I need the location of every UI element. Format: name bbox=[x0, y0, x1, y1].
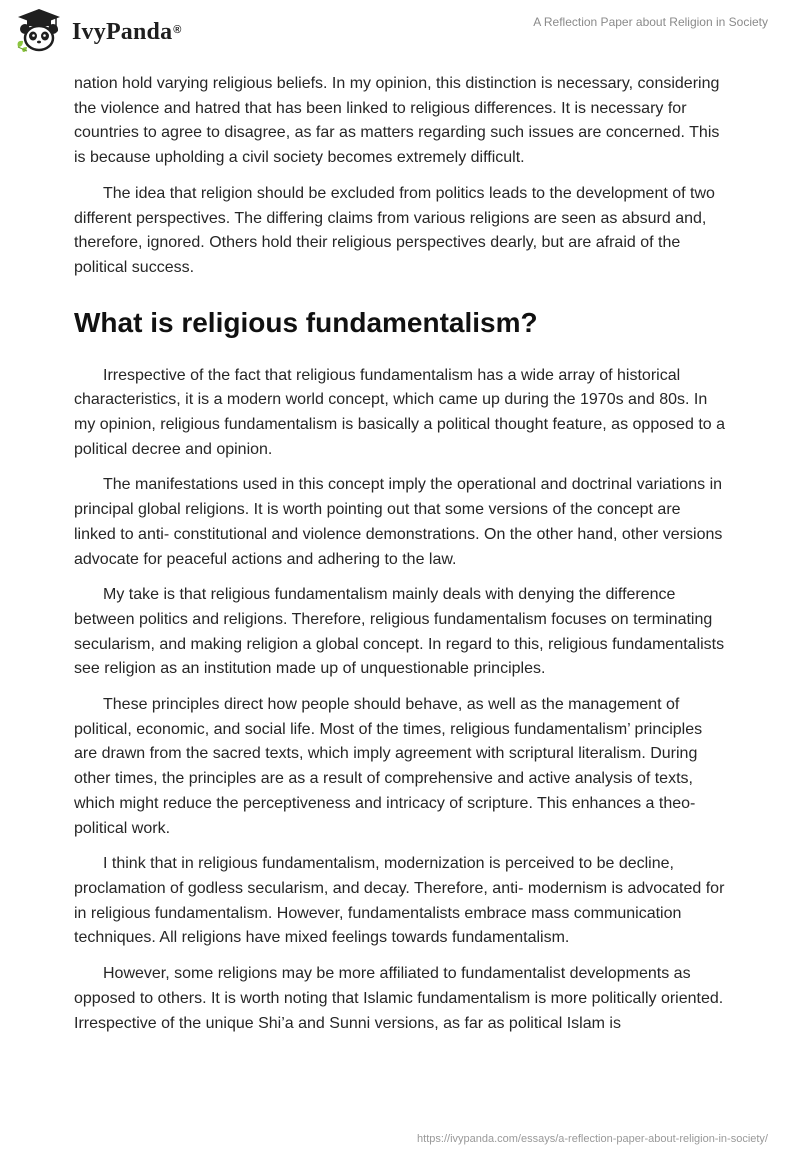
paragraph: nation hold varying religious beliefs. In my opinion, this distinction is necessary, considering the violence and hatred that has been linked to religious differences. It is necessary for countries to agree to disagree, as far as matters regarding such issues are concerned. This is because upholding a civil society becomes extremely difficult. bbox=[74, 75, 720, 167]
brand-name-text: IvyPanda bbox=[72, 18, 173, 45]
paragraph: However, some religions may be more affiliated to fundamentalist developments as opposed to others. It is worth noting that Islamic fundamentalism is more politically oriented. Irrespective of the unique Shi’a and Sunni versions, as far as political Islam is bbox=[74, 965, 724, 1032]
paragraph: I think that in religious fundamentalism, modernization is perceived to be decline, proclamation of godless secularism, and decay. Therefore, anti- modernism is advocated for in religious fundamentalism. However, fundamentalists embrace mass communication techniques. All religions have mixed feelings towards fundamentalism. bbox=[74, 855, 725, 947]
brand-name bbox=[72, 19, 182, 46]
source-url[interactable]: https://ivypanda.com/essays/a-reflection-paper-about-religion-in-society/ bbox=[417, 1133, 768, 1145]
document-title: A Reflection Paper about Religion in Society bbox=[533, 15, 768, 29]
panda-graduate-icon bbox=[14, 7, 64, 55]
paragraph: The manifestations used in this concept imply the operational and doctrinal variations in principal global religions. It is worth pointing out that some versions of the concept are linked to anti- constitutional and violence demonstrations. On the other hand, other versions advocate for peaceful actions and adhering to the law. bbox=[74, 476, 723, 568]
paragraph: These principles direct how people should behave, as well as the management of political, economic, and social life. Most of the times, religious fundamentalism’ principles are drawn from the sacred texts, which imply agreement with scriptural literalism. During other times, the principles are as a result of comprehensive and active analysis of texts, which might reduce the perceptiveness and intricacy of scripture. This enhances a theo- political work. bbox=[74, 696, 703, 837]
paragraph: My take is that religious fundamentalism mainly deals with denying the difference between politics and religions. Therefore, religious fundamentalism focuses on terminating secularism, and making religion a global concept. In regard to this, religious fundamentalists see religion as an institution made up of unquestionable principles. bbox=[74, 586, 725, 678]
section-heading: What is religious fundamentalism? bbox=[74, 306, 538, 338]
article-body bbox=[74, 72, 726, 1047]
registered-mark: ® bbox=[173, 23, 182, 36]
paragraph: Irrespective of the fact that religious fundamentalism has a wide array of historical characteristics, it is a modern world concept, which came up during the 1970s and 80s. In my opinion, religious fundamentalism is basically a political thought feature, as opposed to a political decree and opinion. bbox=[74, 366, 726, 458]
page-header bbox=[0, 0, 800, 66]
ivypanda-logo[interactable] bbox=[14, 7, 182, 55]
paragraph: The idea that religion should be excluded from politics leads to the development of two different perspectives. The differing claims from various religions are seen as absurd and, therefore, ignored. Others hold their religious perspectives dearly, but are afraid of the political success. bbox=[74, 184, 715, 276]
